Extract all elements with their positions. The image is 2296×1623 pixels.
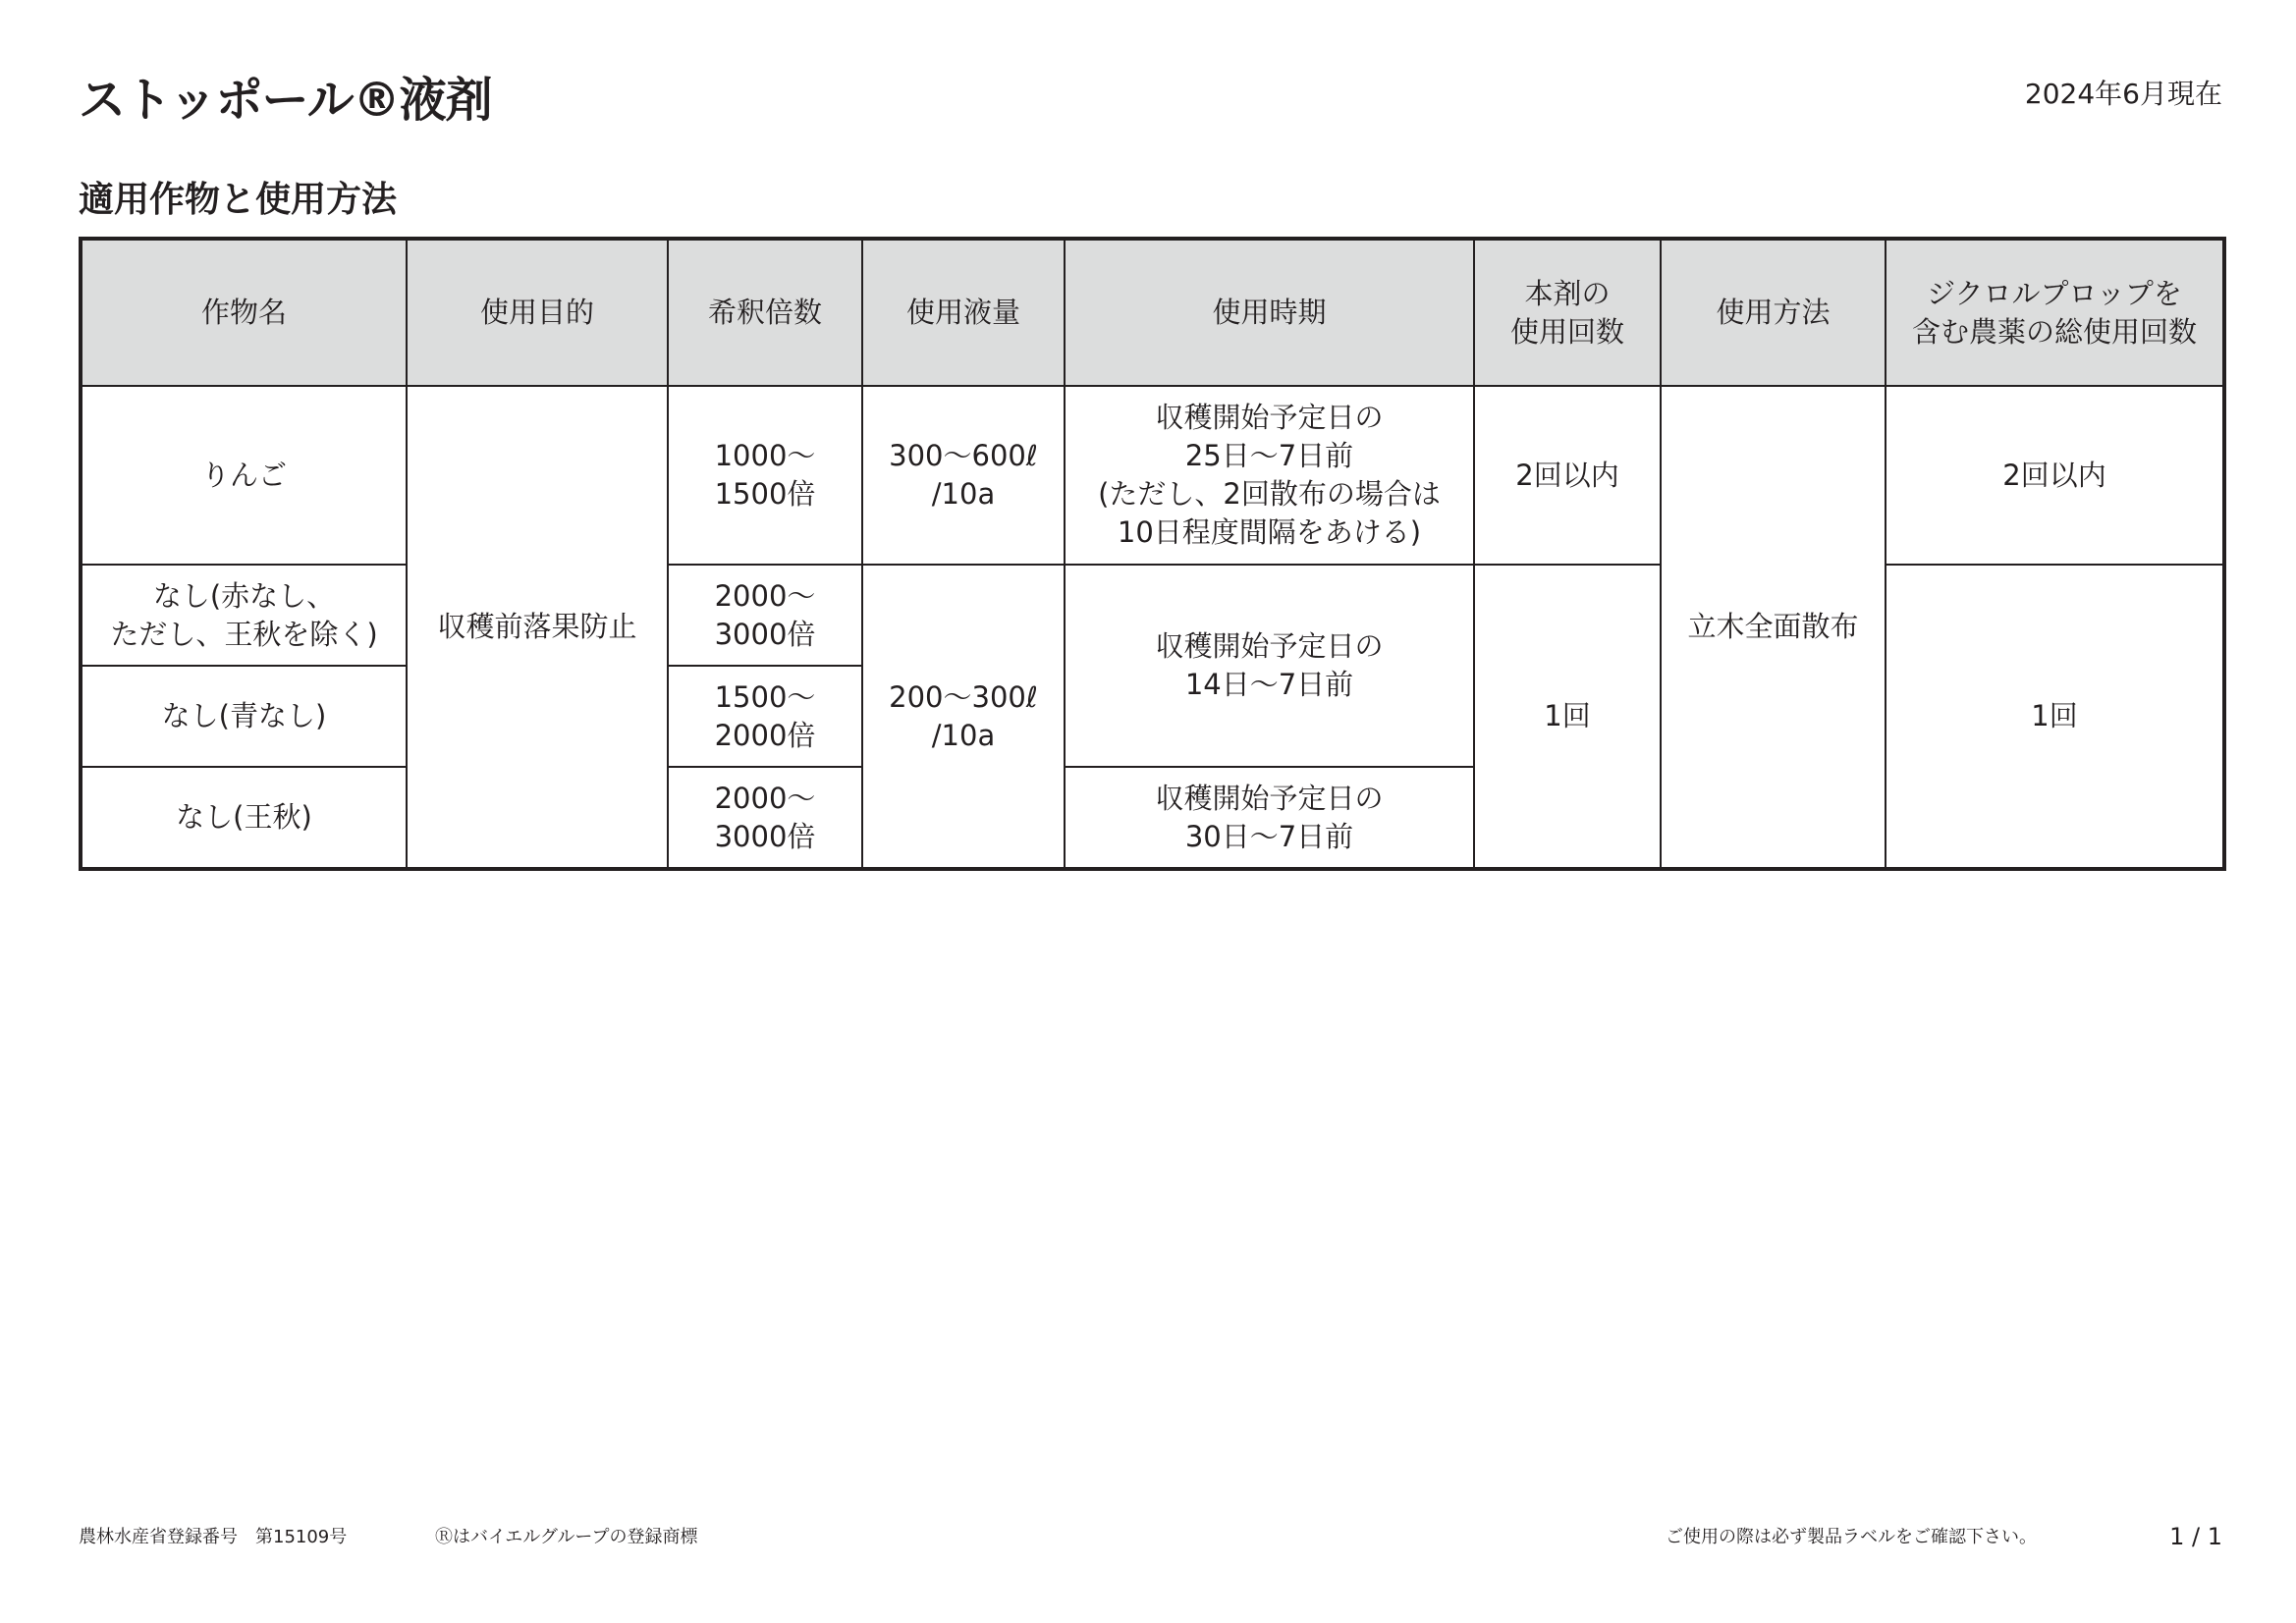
total-count-cell: 2回以内 (1886, 386, 2224, 565)
method-cell: 立木全面散布 (1661, 386, 1886, 869)
dilution-cell: 1000〜 1500倍 (668, 386, 862, 565)
table-header-row (81, 239, 2224, 386)
trademark-note: Ⓡはバイエルグループの登録商標 (435, 1527, 698, 1547)
crop-cell: なし(王秋) (81, 767, 407, 869)
header-total-count: ジクロルプロップを 含む農薬の総使用回数 (1886, 239, 2224, 386)
purpose-cell: 収穫前落果防止 (407, 386, 668, 869)
volume-cell: 200〜300ℓ /10a (862, 565, 1065, 869)
header-count: 本剤の 使用回数 (1474, 239, 1661, 386)
header-crop: 作物名 (81, 239, 407, 386)
usage-table (79, 237, 2226, 871)
header-volume: 使用液量 (862, 239, 1065, 386)
timing-cell: 収穫開始予定日の 25日〜7日前 (ただし、2回散布の場合は 10日程度間隔をあける) (1065, 386, 1474, 565)
dilution-cell: 2000〜 3000倍 (668, 565, 862, 666)
header-dilution: 希釈倍数 (668, 239, 862, 386)
header-purpose: 使用目的 (407, 239, 668, 386)
crop-cell: なし(青なし) (81, 666, 407, 767)
section-title: 適用作物と使用方法 (79, 180, 398, 220)
product-title: ストッポール®液剤 (79, 73, 492, 128)
timing-cell: 収穫開始予定日の 30日〜7日前 (1065, 767, 1474, 869)
label-notice: ご使用の際は必ず製品ラベルをご確認下さい。 (1666, 1527, 2037, 1547)
as-of-date: 2024年6月現在 (2024, 78, 2222, 110)
registration-number: 農林水産省登録番号 第15109号 (79, 1527, 348, 1547)
crop-cell: りんご (81, 386, 407, 565)
timing-cell: 収穫開始予定日の 14日〜7日前 (1065, 565, 1474, 767)
table-row (81, 565, 2224, 666)
crop-cell: なし(赤なし、 ただし、王秋を除く) (81, 565, 407, 666)
page-number: 1 / 1 (2169, 1523, 2222, 1550)
dilution-cell: 1500〜 2000倍 (668, 666, 862, 767)
dilution-cell: 2000〜 3000倍 (668, 767, 862, 869)
count-cell: 1回 (1474, 565, 1661, 869)
total-count-cell: 1回 (1886, 565, 2224, 869)
header-method: 使用方法 (1661, 239, 1886, 386)
header-timing: 使用時期 (1065, 239, 1474, 386)
table-row (81, 386, 2224, 565)
count-cell: 2回以内 (1474, 386, 1661, 565)
volume-cell: 300〜600ℓ /10a (862, 386, 1065, 565)
